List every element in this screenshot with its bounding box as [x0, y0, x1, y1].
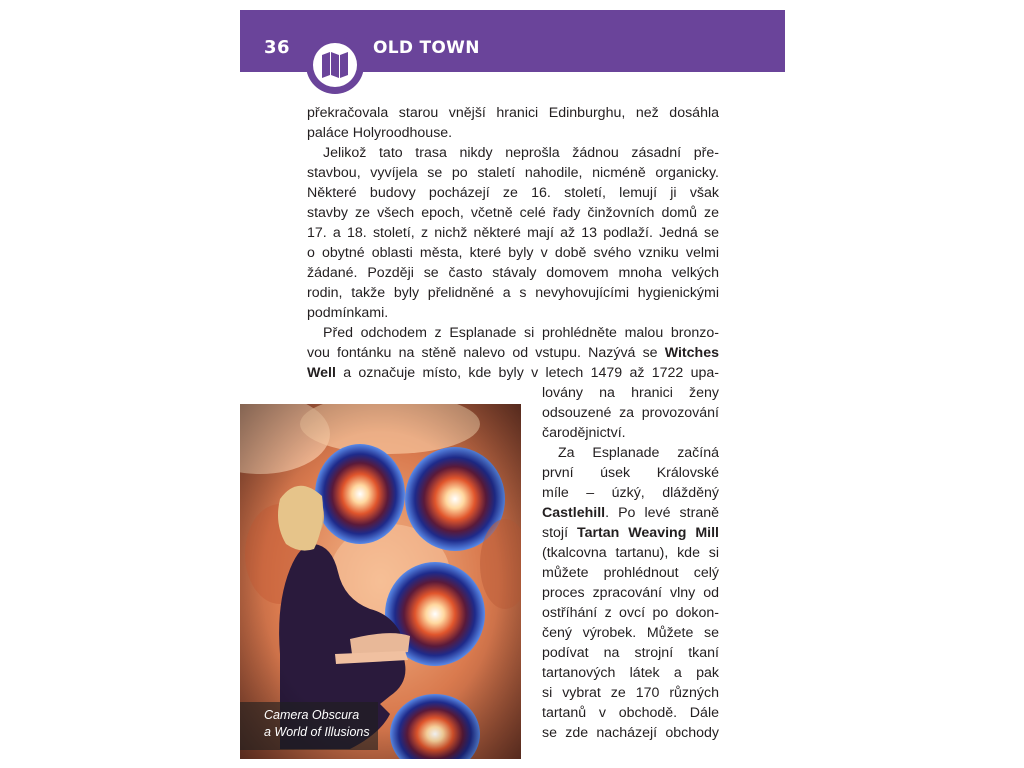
body-line: Jelikož tato trasa nikdy neprošla žádnou zásadní pře- — [323, 145, 719, 161]
photo-caption-line-2: a World of Illusions — [264, 725, 370, 739]
section-title: OLD TOWN — [373, 38, 480, 58]
column-line: čený výrobek. Můžete se — [542, 625, 719, 641]
column-line: Castlehill. Po levé straně — [542, 505, 719, 521]
column-line: tartanů v obchodě. Dále — [542, 705, 719, 721]
column-line: podívat na strojní tkaní — [542, 645, 719, 661]
camera-obscura-photo — [240, 404, 521, 759]
body-line: stavbou, vyvíjela se po staletí nahodile, nicméně organicky. — [307, 165, 719, 181]
body-line: rodin, takže byly přelidněné a s nevyhovujícími hygienickými — [307, 285, 719, 301]
column-line: ostříhání z ovcí po dokon- — [542, 605, 719, 621]
body-line: překračovala starou vnější hranici Edinburghu, než dosáhla — [307, 105, 719, 121]
body-line: žádané. Později se často stávaly domovem mnoha velkých — [307, 265, 719, 281]
body-line: paláce Holyroodhouse. — [307, 125, 453, 141]
column-line: odsouzené za provozování — [542, 405, 719, 421]
photo-caption-box — [240, 702, 378, 750]
column-line: můžete prohlédnout celý — [542, 565, 719, 581]
column-line: proces zpracování vlny od — [542, 585, 719, 601]
body-line: stavby ze všech epoch, včetně celé řady činžovních domů ze — [307, 205, 719, 221]
section-badge — [306, 36, 364, 94]
body-line: podmínkami. — [307, 305, 389, 321]
map-icon — [321, 52, 349, 78]
highlight-castlehill: Castlehill — [542, 505, 606, 521]
highlight-tartan-weaving-mill: Tartan Weaving Mill — [577, 525, 719, 541]
body-line: 17. a 18. století, z nichž některé mají až 13 podlaží. Jedná se — [307, 225, 719, 241]
body-line: Některé budovy pocházejí ze 16. století, lemují ji však — [307, 185, 719, 201]
column-line: Za Esplanade začíná — [558, 445, 719, 461]
column-line: si vybrat ze 170 různých — [542, 685, 719, 701]
column-line: tartanových látek a pak — [542, 665, 719, 681]
column-line: se zde nacházejí obchody — [542, 725, 719, 741]
column-line: lovány na hranici ženy — [542, 385, 719, 401]
body-line: Před odchodem z Esplanade si prohlédněte malou bronzo- — [323, 325, 719, 341]
highlight-witches-well: Witches — [664, 345, 719, 361]
page-number: 36 — [264, 37, 291, 58]
highlight-witches-well: Well — [307, 365, 336, 381]
column-line: stojí Tartan Weaving Mill — [542, 525, 719, 541]
body-line: o obytné oblasti města, které byly v době svého vzniku velmi — [307, 245, 719, 261]
column-line: čarodějnictví. — [542, 425, 626, 441]
column-line: (tkalcovna tartanu), kde si — [542, 545, 719, 561]
photo-caption-line-1: Camera Obscura — [264, 708, 360, 722]
body-line: vou fontánku na stěně nalevo od vstupu. Nazývá se Witches — [307, 345, 719, 361]
column-line: míle – úzký, dlážděný — [542, 485, 719, 501]
column-line: první úsek Královské — [542, 465, 719, 481]
body-line: Well a označuje místo, kde byly v letech 1479 až 1722 upa- — [307, 365, 719, 381]
